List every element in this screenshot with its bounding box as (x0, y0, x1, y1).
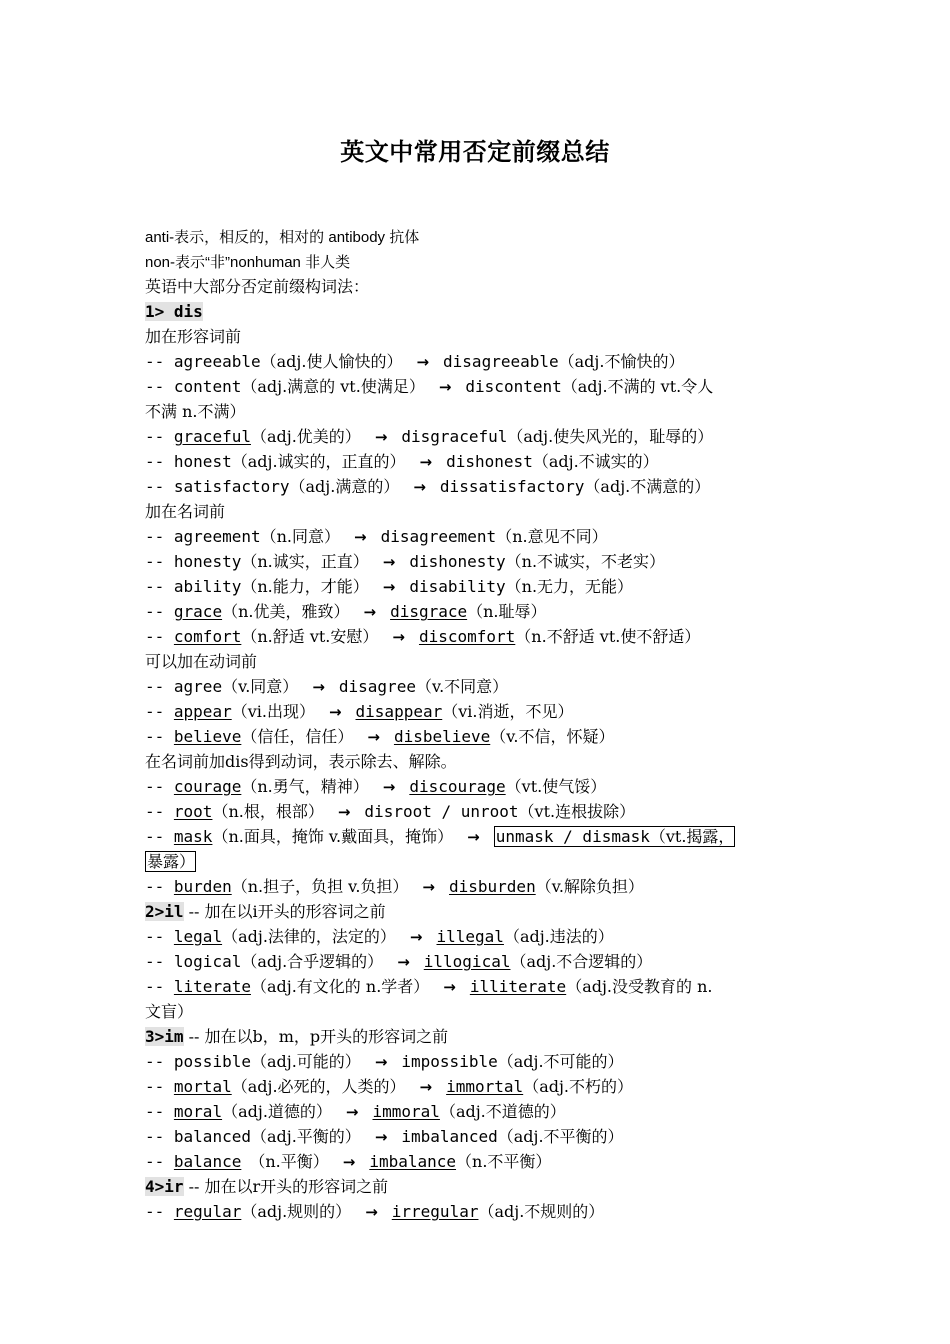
arrow-icon: → (438, 378, 452, 396)
word-pair-row: -- agreeable（adj.使人愉快的） → disagreeable（adj.不愉快的） (145, 352, 685, 371)
negated-word: imbalance (369, 1152, 457, 1171)
base-definition: （adj.必死的，人类的） (231, 1077, 406, 1096)
base-definition: （n.平衡） (241, 1152, 329, 1171)
negated-word: disagreeable (443, 352, 559, 371)
arrow-icon: → (363, 603, 377, 621)
negated-word: disappear (355, 702, 443, 721)
subheading-verb: 可以加在动词前 (145, 652, 258, 671)
base-definition: （n.优美，雅致） (222, 602, 350, 621)
negated-definition: （adj.不愉快的） (558, 352, 685, 371)
intro-summary: 英语中大部分否定前缀构词法： (145, 277, 370, 296)
arrow-icon: → (413, 478, 426, 496)
base-definition: （n.面具，掩饰 v.戴面具，掩饰） (212, 827, 454, 846)
negated-definition: （v.不信，怀疑） (490, 727, 615, 746)
base-definition: （adj.规则的） (241, 1202, 352, 1221)
base-word: comfort (173, 627, 242, 646)
word-pair-row: -- appear（vi.出现） → disappear（vi.消逝，不见） (145, 702, 574, 721)
negated-word: dissatisfactory (439, 477, 585, 496)
base-definition: （n.诚实，正直） (241, 552, 369, 571)
base-word: ability (173, 577, 242, 596)
negated-definition: （adj.不平衡的） (497, 1127, 624, 1146)
negated-word: discontent (465, 377, 562, 396)
word-pair-row: -- honesty（n.诚实，正直） → dishonesty（n.不诚实，不老实） (145, 552, 666, 571)
word-pair-row: -- believe（信任，信任） → disbelieve（v.不信，怀疑） (145, 727, 615, 746)
word-pair-row: -- possible（adj.可能的） → impossible（adj.不可能的） (145, 1052, 624, 1071)
negated-word: disgrace (390, 602, 468, 621)
definition-continuation: 文盲） (145, 1002, 194, 1021)
base-definition: （n.能力，才能） (241, 577, 369, 596)
negated-definition: （vt.揭露， (649, 827, 735, 846)
base-word: appear (173, 702, 232, 721)
section-prefix-dis: 1> dis (145, 302, 203, 321)
word-pair-row: -- courage（n.勇气，精神） → discourage（vt.使气馁） (145, 777, 607, 796)
section-prefix-ir: 4>ir (145, 1177, 184, 1196)
negated-definition: （n.不诚实，不老实） (505, 552, 666, 571)
negated-word: immoral (372, 1102, 440, 1121)
arrow-icon: → (367, 728, 380, 746)
negated-definition: （adj.没受教育的 n. (566, 977, 713, 996)
negated-word: discourage (409, 777, 506, 796)
negated-definition: （n.不平衡） (456, 1152, 552, 1171)
subheading-noun: 加在名词前 (145, 502, 226, 521)
base-word: content (173, 377, 242, 396)
section-prefix-il: 2>il (145, 902, 184, 921)
page-title: 英文中常用否定前缀总结 (340, 138, 610, 166)
base-definition: （adj.诚实的，正直的） (231, 452, 406, 471)
intro-non: non-表示“非”nonhuman 非人类 (145, 254, 351, 271)
negated-definition: （adj.不朽的） (523, 1077, 634, 1096)
word-pair-row: -- content（adj.满意的 vt.使满足） → discontent（adj.不满的 vt.令人 (145, 377, 714, 396)
base-definition: （n.根，根部） (212, 802, 324, 821)
negated-definition: （adj.不道德的） (439, 1102, 566, 1121)
arrow-icon: → (382, 778, 396, 796)
base-definition: （n.勇气，精神） (241, 777, 369, 796)
arrow-icon: → (342, 1153, 356, 1171)
word-pair-row: -- logical（adj.合乎逻辑的） → illogical（adj.不合逻辑的） (145, 952, 653, 971)
negated-word: illiterate (469, 977, 567, 996)
negated-word: immortal (446, 1077, 524, 1096)
negated-word: impossible (401, 1052, 498, 1071)
base-definition: （adj.优美的） (250, 427, 361, 446)
section-description: -- 加在以i开头的形容词之前 (183, 902, 386, 921)
base-word: agreement (173, 527, 261, 546)
base-word: agreeable (173, 352, 261, 371)
negated-word: disburden (449, 877, 536, 896)
negated-definition: （v.解除负担） (535, 877, 644, 896)
arrow-icon: → (416, 353, 430, 371)
section-description: -- 加在以r开头的形容词之前 (183, 1177, 389, 1196)
negated-word: imbalanced (401, 1127, 498, 1146)
arrow-icon: → (328, 703, 342, 721)
negated-definition: （vt.使气馁） (505, 777, 607, 796)
base-word: logical (173, 952, 242, 971)
word-pair-row: -- mask（n.面具，掩饰 v.戴面具，掩饰） → unmask / dismask（vt.揭露， (145, 827, 735, 846)
negated-word: illogical (423, 952, 511, 971)
negated-definition: （vi.消逝，不见） (442, 702, 574, 721)
definition-continuation: 不满 n.不满） (145, 402, 246, 421)
base-word: graceful (173, 427, 251, 446)
negated-definition: （n.不舒适 vt.使不舒适） (515, 627, 701, 646)
base-word: courage (173, 777, 242, 796)
base-definition: （n.舒适 vt.安慰） (241, 627, 379, 646)
base-definition: （adj.法律的，法定的） (222, 927, 396, 946)
boxed-negated-entry (494, 826, 736, 847)
word-pair-row: -- satisfactory（adj.满意的） → dissatisfactory（adj.不满意的） (145, 477, 711, 496)
arrow-icon: → (374, 1128, 388, 1146)
section-description: -- 加在以b，m，p开头的形容词之前 (183, 1027, 449, 1046)
definition-continuation (145, 852, 196, 872)
base-definition: （adj.有文化的 n.学者） (250, 977, 430, 996)
section-prefix-im: 3>im (145, 1027, 184, 1046)
section-heading-im (145, 1027, 448, 1047)
negated-word: illegal (436, 927, 504, 946)
base-word: possible (173, 1052, 251, 1071)
negated-word: disroot / unroot (364, 802, 519, 821)
negated-definition: （n.意见不同） (496, 527, 608, 546)
intro-anti: anti-表示，相反的，相对的 antibody 抗体 (145, 229, 420, 246)
arrow-icon: → (443, 978, 456, 996)
arrow-icon: → (409, 928, 423, 946)
base-word: regular (173, 1202, 242, 1221)
arrow-icon: → (467, 828, 480, 846)
base-word: literate (173, 977, 251, 996)
base-word: believe (173, 727, 242, 746)
arrow-icon: → (345, 1103, 359, 1121)
base-word: legal (173, 927, 223, 946)
base-word: balanced (173, 1127, 251, 1146)
base-word: grace (173, 602, 223, 621)
boxed-continuation: 暴露） (147, 852, 196, 871)
base-definition: （adj.道德的） (222, 1102, 332, 1121)
negated-definition: （adj.不满意的） (584, 477, 711, 496)
word-pair-row: -- honest（adj.诚实的，正直的） → dishonest（adj.不诚实的） (145, 452, 659, 471)
base-definition: （adj.使人愉快的） (260, 352, 403, 371)
subheading-remove: 在名词前加dis得到动词，表示除去、解除。 (145, 752, 457, 771)
arrow-icon: → (397, 953, 410, 971)
base-word: mortal (173, 1077, 232, 1096)
negated-word: disbelieve (393, 727, 491, 746)
negated-definition: （adj.不诚实的） (532, 452, 659, 471)
base-definition: （信任，信任） (241, 727, 354, 746)
base-definition: （n.担子，负担 v.负担） (231, 877, 409, 896)
negated-definition: （adj.使失风光的，耻辱的） (507, 427, 714, 446)
word-pair-row: -- balance （n.平衡） → imbalance（n.不平衡） (145, 1152, 552, 1171)
arrow-icon: → (374, 428, 388, 446)
negated-definition: （n.耻辱） (467, 602, 547, 621)
negated-definition: （adj.不合逻辑的） (510, 952, 653, 971)
base-word: balance (173, 1152, 242, 1171)
negated-definition: （adj.违法的） (503, 927, 614, 946)
base-word: mask (173, 827, 213, 846)
arrow-icon: → (354, 528, 367, 546)
base-word: burden (173, 877, 232, 896)
base-definition: （v.同意） (222, 677, 299, 696)
negated-word: irregular (391, 1202, 479, 1221)
section-heading-dis (145, 302, 203, 322)
base-definition: （adj.平衡的） (250, 1127, 361, 1146)
word-pair-row: -- grace（n.优美，雅致） → disgrace（n.耻辱） (145, 602, 547, 621)
base-word: honesty (173, 552, 242, 571)
arrow-icon: → (419, 453, 433, 471)
base-definition: （adj.满意的） (289, 477, 400, 496)
base-definition: （vi.出现） (231, 702, 315, 721)
negated-word: disability (409, 577, 506, 596)
negated-definition: （vt.连根拔除） (518, 802, 636, 821)
base-word: agree (173, 677, 223, 696)
negated-definition: （n.无力，无能） (505, 577, 634, 596)
negated-definition: （adj.不满的 vt.令人 (561, 377, 714, 396)
arrow-icon: → (365, 1203, 378, 1221)
word-pair-row: -- burden（n.担子，负担 v.负担） → disburden（v.解除负担） (145, 877, 644, 896)
word-pair-row: -- mortal（adj.必死的，人类的） → immortal（adj.不朽的） (145, 1077, 634, 1096)
negated-word: dishonest (446, 452, 533, 471)
arrow-icon: → (337, 803, 351, 821)
negated-word: disgraceful (401, 427, 508, 446)
arrow-icon: → (382, 578, 396, 596)
word-pair-row: -- graceful（adj.优美的） → disgraceful（adj.使失风光的，耻辱的） (145, 427, 714, 446)
word-pair-row: -- ability（n.能力，才能） → disability（n.无力，无能） (145, 577, 634, 596)
subheading-adjective: 加在形容词前 (145, 327, 242, 346)
arrow-icon: → (374, 1053, 388, 1071)
word-pair-row: -- agree（v.同意） → disagree（v.不同意） (145, 677, 509, 696)
negated-word: unmask / dismask (495, 827, 650, 846)
word-pair-row: -- agreement（n.同意） → disagreement（n.意见不同） (145, 527, 608, 546)
word-pair-row: -- balanced（adj.平衡的） → imbalanced（adj.不平衡的） (145, 1127, 624, 1146)
base-definition: （n.同意） (260, 527, 341, 546)
arrow-icon: → (419, 1078, 433, 1096)
section-heading-il (145, 902, 386, 922)
word-pair-row: -- regular（adj.规则的） → irregular（adj.不规则的） (145, 1202, 605, 1221)
negated-definition: （adj.不可能的） (497, 1052, 624, 1071)
base-definition: （adj.可能的） (250, 1052, 361, 1071)
base-word: root (173, 802, 213, 821)
base-word: honest (173, 452, 232, 471)
arrow-icon: → (312, 678, 325, 696)
arrow-icon: → (422, 878, 435, 896)
negated-word: discomfort (418, 627, 516, 646)
negated-definition: （v.不同意） (415, 677, 509, 696)
word-pair-row: -- legal（adj.法律的，法定的） → illegal（adj.违法的） (145, 927, 614, 946)
word-pair-row: -- moral（adj.道德的） → immoral（adj.不道德的） (145, 1102, 566, 1121)
base-word: satisfactory (173, 477, 290, 496)
base-definition: （adj.合乎逻辑的） (241, 952, 384, 971)
negated-word: disagreement (380, 527, 497, 546)
word-pair-row: -- literate（adj.有文化的 n.学者） → illiterate（adj.没受教育的 n. (145, 977, 713, 996)
negated-definition: （adj.不规则的） (478, 1202, 605, 1221)
section-heading-ir (145, 1177, 388, 1197)
word-pair-row: -- root（n.根，根部） → disroot / unroot（vt.连根拔除） (145, 802, 636, 821)
word-pair-row: -- comfort（n.舒适 vt.安慰） → discomfort（n.不舒适 vt.使不舒适） (145, 627, 701, 646)
arrow-icon: → (392, 628, 405, 646)
negated-word: disagree (338, 677, 416, 696)
base-definition: （adj.满意的 vt.使满足） (241, 377, 425, 396)
base-word: moral (173, 1102, 223, 1121)
negated-word: dishonesty (409, 552, 506, 571)
arrow-icon: → (382, 553, 396, 571)
